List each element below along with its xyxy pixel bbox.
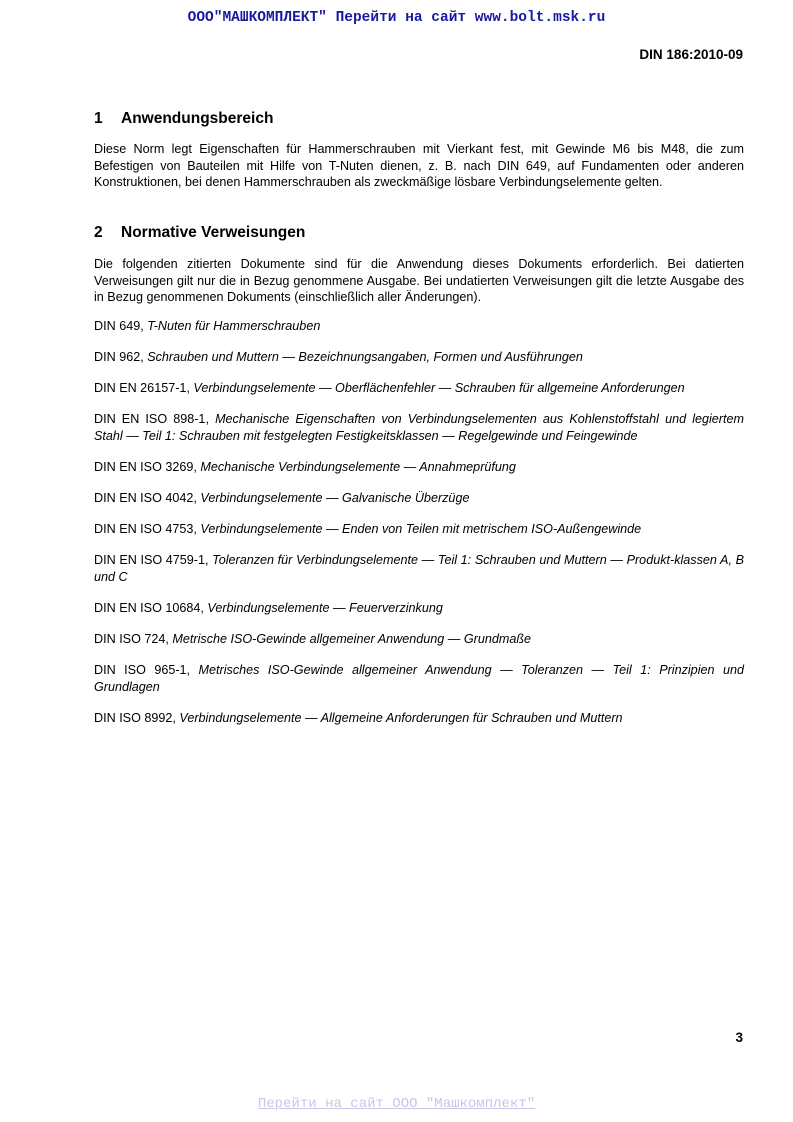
reference-title: Verbindungselemente — Oberflächenfehler — Schrauben für allgemeine Anforderungen [193, 381, 685, 395]
reference-item [94, 600, 744, 617]
section-heading-2 [94, 224, 305, 242]
reference-id: DIN EN ISO 10684, [94, 601, 204, 615]
section-number: 2 [94, 224, 103, 241]
reference-id: DIN EN 26157-1, [94, 381, 190, 395]
reference-title: Metrisches ISO-Gewinde allgemeiner Anwendung — Toleranzen — Teil 1: Prinzipien und Grundlagen [94, 663, 744, 694]
reference-title: Verbindungselemente — Enden von Teilen mit metrischem ISO-Außengewinde [200, 522, 642, 536]
reference-item [94, 631, 744, 648]
reference-id: DIN 649, [94, 319, 144, 333]
reference-title: Mechanische Verbindungselemente — Annahmeprüfung [200, 460, 516, 474]
section-1-paragraph: Diese Norm legt Eigenschaften für Hammerschrauben mit Vierkant fest, mit Gewinde M6 bis M48, die zum Befestigen von Bauteilen mit Hilfe von T-Nuten dienen, z. B. nach DIN 649, auf Fundamenten oder anderen Konstruktionen, bei denen Hammerschrauben als zweckmäßige lösbare Verbindungselemente gelten. [94, 142, 744, 189]
reference-item [94, 380, 744, 397]
top-site-banner-link[interactable] [0, 10, 793, 26]
reference-title: Verbindungselemente — Galvanische Überzüge [200, 491, 470, 505]
reference-item [94, 459, 744, 476]
reference-id: DIN 962, [94, 350, 144, 364]
reference-id: DIN EN ISO 4042, [94, 491, 197, 505]
reference-title: Toleranzen für Verbindungselemente — Teil 1: Schrauben und Muttern — Produkt-klassen A, B und C [94, 553, 744, 584]
reference-id: DIN EN ISO 3269, [94, 460, 197, 474]
page-number: 3 [735, 1030, 743, 1045]
document-id: DIN 186:2010-09 [639, 47, 743, 62]
reference-id: DIN EN ISO 4753, [94, 522, 197, 536]
reference-item [94, 521, 744, 538]
reference-item [94, 411, 744, 444]
reference-item [94, 318, 744, 335]
top-banner-text[interactable]: ООО"МАШКОМПЛЕКТ" Перейти на сайт www.bolt.msk.ru [187, 10, 606, 26]
reference-title: T-Nuten für Hammerschrauben [147, 319, 321, 333]
reference-title: Verbindungselemente — Feuerverzinkung [207, 601, 443, 615]
reference-id: DIN EN ISO 4759-1, [94, 553, 209, 567]
reference-item [94, 552, 744, 585]
reference-id: DIN EN ISO 898-1, [94, 412, 209, 426]
reference-title: Mechanische Eigenschaften von Verbindungselementen aus Kohlenstoffstahl und legiertem Stahl — Teil 1: Schrauben mit festgelegten Festigkeitsklassen — Regelgewinde und Feingewinde [94, 412, 744, 443]
reference-item [94, 490, 744, 507]
section-number: 1 [94, 110, 103, 127]
section-2-paragraph: Die folgenden zitierten Dokumente sind für die Anwendung dieses Dokuments erforderlich. Bei datierten Verweisungen gilt nur die in Bezug genommene Ausgabe. Bei undatierten Verweisungen gilt die letzte Ausgabe des in Bezug genommenen Dokuments (einschließlich aller Änderungen). [94, 257, 744, 304]
reference-title: Metrische ISO-Gewinde allgemeiner Anwendung — Grundmaße [172, 632, 532, 646]
reference-title: Verbindungselemente — Allgemeine Anforderungen für Schrauben und Muttern [179, 711, 623, 725]
reference-item [94, 349, 744, 366]
reference-id: DIN ISO 965-1, [94, 663, 191, 677]
section-title: Anwendungsbereich [121, 110, 274, 127]
reference-title: Schrauben und Muttern — Bezeichnungsangaben, Formen und Ausführungen [147, 350, 583, 364]
reference-item [94, 662, 744, 695]
reference-id: DIN ISO 724, [94, 632, 169, 646]
section-title: Normative Verweisungen [121, 224, 306, 241]
reference-item [94, 710, 744, 727]
reference-id: DIN ISO 8992, [94, 711, 176, 725]
bottom-site-link[interactable]: Перейти на сайт ООО "Машкомплект" [257, 1096, 536, 1112]
section-heading-1 [94, 110, 273, 128]
